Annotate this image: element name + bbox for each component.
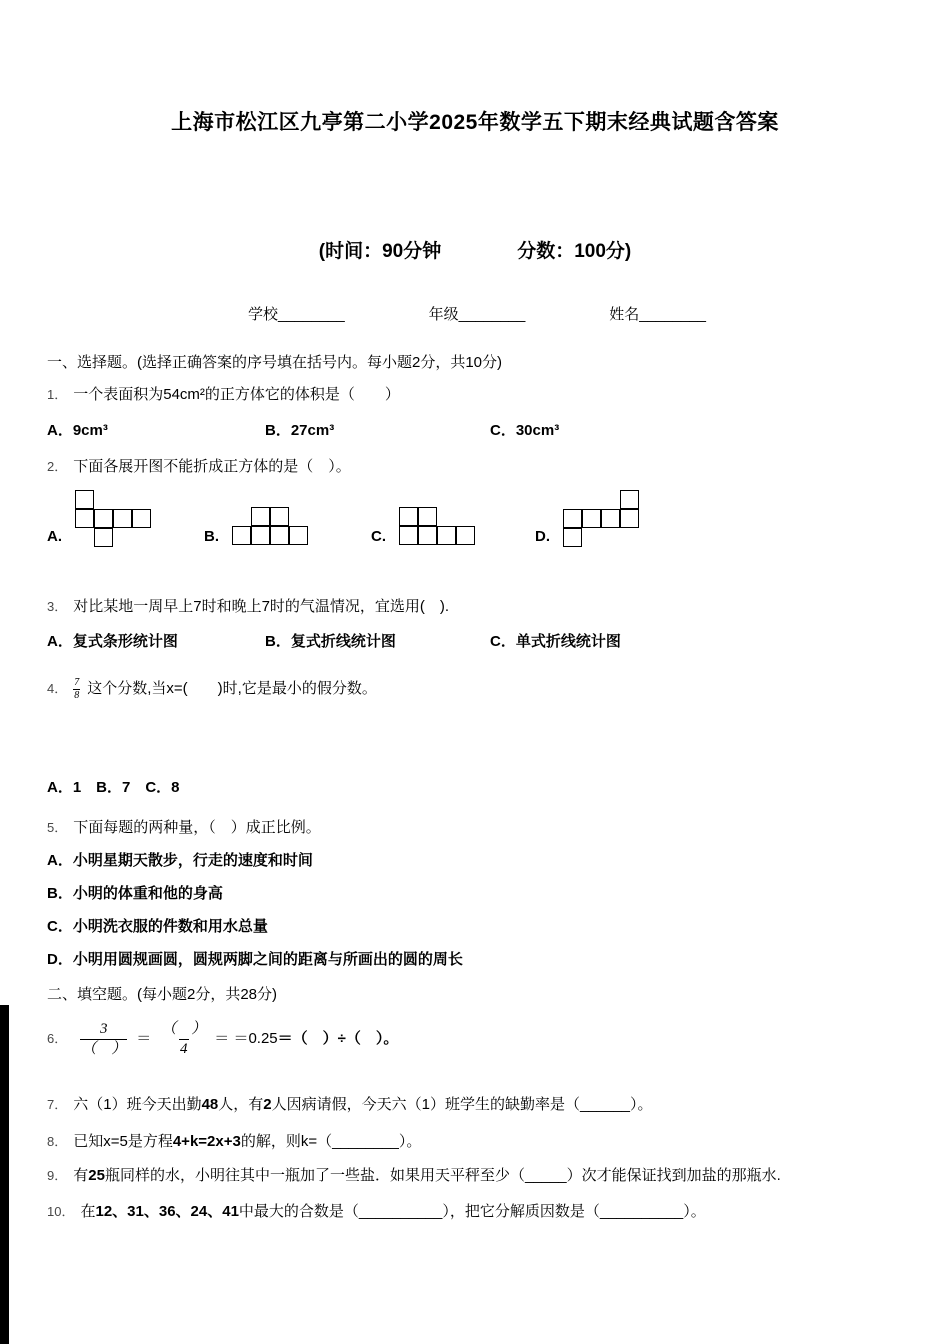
fraction-numerator: 7 — [74, 676, 80, 688]
exam-time-score-line: (时间：90分钟 分数：100分) — [318, 241, 632, 262]
question-3-text: 对比某地一周早上7时和晚上7时的气温情况，宜选用( ). — [73, 598, 450, 615]
question-9 — [47, 1165, 909, 1187]
net-option-a — [47, 490, 152, 548]
question-2-text: 下面各展开图不能折成正方体的是（ ）。 — [73, 458, 351, 475]
net-b-label: B. — [204, 528, 219, 545]
section-1-header: 一、选择题。(选择正确答案的序号填在括号内。每小题2分，共10分) — [47, 354, 503, 371]
q3-option-a: A．复式条形统计图 — [47, 633, 178, 650]
fraction-denominator: 8 — [74, 689, 80, 701]
question-1-options — [47, 420, 909, 442]
q1-option-c: C．30cm³ — [490, 422, 560, 439]
question-4-fraction — [73, 677, 80, 702]
q5-option-c: C．小明洗衣服的件数和用水总量 — [47, 918, 268, 935]
q1-option-a: A．9cm³ — [47, 422, 108, 439]
net-d-label: D. — [535, 528, 550, 545]
fraction-numerator: （ ） — [161, 1020, 207, 1037]
grade-blank: 年级________ — [428, 306, 526, 323]
question-6-number: 6． — [47, 1031, 68, 1046]
q3-option-c: C．单式折线统计图 — [490, 633, 621, 650]
cube-net-b-figure — [232, 507, 309, 546]
net-a-label: A. — [47, 528, 62, 545]
question-3-number: 3． — [47, 599, 68, 614]
question-1-number: 1． — [47, 387, 68, 402]
net-option-b — [204, 490, 309, 548]
student-info-row — [248, 303, 706, 324]
cube-net-d-figure — [563, 490, 640, 548]
question-4-number: 4． — [47, 681, 68, 696]
question-9-text: 有25瓶同样的水，小明往其中一瓶加了一些盐．如果用天平秤至少（_____）次才能保证找到加盐的那瓶水. — [73, 1167, 781, 1184]
question-8-text: 已知x=5是方程4+k=2x+3的解，则k=（________）。 — [73, 1133, 422, 1150]
question-3 — [47, 596, 909, 618]
q5-option-a: A．小明星期天散步，行走的速度和时间 — [47, 852, 313, 869]
question-7-text: 六（1）班今天出勤48人，有2人因病请假，今天六（1）班学生的缺勤率是（______）。 — [73, 1096, 653, 1113]
question-9-number: 9． — [47, 1168, 68, 1183]
question-4 — [47, 669, 909, 709]
q1-option-b: B．27cm³ — [265, 422, 335, 439]
question-10-text: 在12、31、36、24、41中最大的合数是（__________），把它分解质因数是（__________）。 — [80, 1203, 706, 1220]
section-2-header: 二、填空题。(每小题2分，共28分) — [47, 986, 278, 1003]
question-5 — [47, 817, 909, 839]
question-1-text: 一个表面积为54cm²的正方体它的体积是（ ） — [73, 386, 400, 403]
cube-net-a-figure — [75, 490, 152, 548]
question-8-number: 8． — [47, 1134, 68, 1149]
question-4-text: 这个分数,当x=( )时,它是最小的假分数。 — [87, 680, 377, 697]
question-5-text: 下面每题的两种量，（ ）成正比例。 — [73, 819, 321, 836]
question-2-number: 2． — [47, 459, 68, 474]
question-7 — [47, 1094, 909, 1116]
question-6-fraction-2 — [160, 1020, 207, 1059]
question-6 — [47, 1016, 909, 1062]
question-10 — [47, 1201, 909, 1223]
scan-edge-artifact — [0, 1005, 9, 1344]
question-2 — [47, 456, 909, 478]
equals-sign: ＝ — [136, 1030, 152, 1047]
question-4-options: A．1 B．7 C．8 — [47, 779, 180, 796]
cube-net-c-figure — [399, 507, 476, 546]
fraction-numerator: 3 — [99, 1020, 108, 1037]
question-6-tail-text: ＝ ＝0.25＝（ ）÷（ ）。 — [214, 1030, 399, 1047]
fraction-denominator: （ ） — [81, 1040, 127, 1057]
q3-option-b: B．复式折线统计图 — [265, 633, 396, 650]
question-10-number: 10． — [47, 1204, 75, 1219]
q5-option-d: D．小明用圆规画圆，圆规两脚之间的距离与所画出的圆的周长 — [47, 951, 463, 968]
question-8 — [47, 1131, 909, 1153]
name-blank: 姓名________ — [609, 306, 706, 323]
question-6-fraction-1 — [80, 1020, 127, 1059]
cube-nets-row — [47, 490, 909, 548]
question-3-options — [47, 631, 909, 653]
q5-option-b: B．小明的体重和他的身高 — [47, 885, 223, 902]
net-option-d — [535, 490, 640, 548]
net-option-c — [371, 490, 476, 548]
school-blank: 学校________ — [248, 306, 345, 323]
exam-body — [47, 344, 909, 1223]
page-title: 上海市松江区九亭第二小学2025年数学五下期末经典试题含答案 — [171, 111, 779, 134]
question-7-number: 7． — [47, 1097, 68, 1112]
net-c-label: C. — [371, 528, 386, 545]
question-5-number: 5． — [47, 820, 68, 835]
question-1 — [47, 384, 909, 406]
fraction-denominator: 4 — [180, 1040, 188, 1057]
